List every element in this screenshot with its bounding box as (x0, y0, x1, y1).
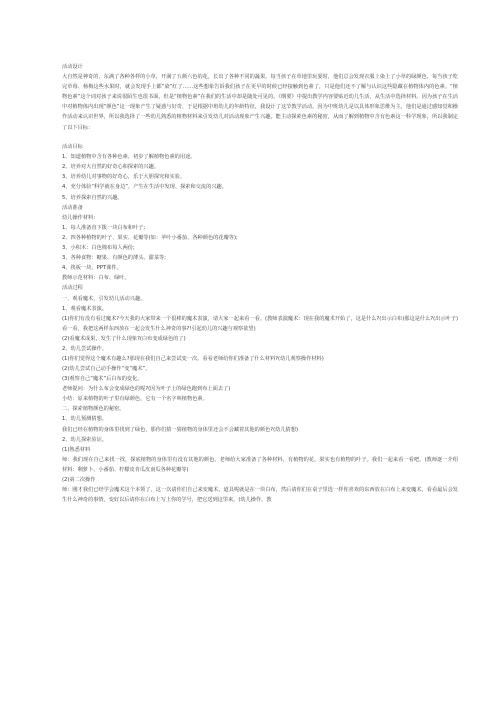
second-operation-paragraph: 师：刚才我们已经学会魔术这个本领了，这一次请你们自己来变魔术，道具呢就是在一块白布，然后请你们在桌子里选一样你喜欢的东西放在白布上来变魔术，看看最后会发生什么神奇的事情。变好以后请你在白布上写上你的学号，把它送到这里来。(幼儿操作，教 (62, 486, 458, 503)
text-line: 1、知道植物中含有各种色素，初步了解植物色素的用途。 (62, 154, 196, 161)
document-body (62, 62, 458, 505)
text-line: 二、探索植物颜色的秘密。 (62, 406, 125, 413)
text-line: 2、幼儿尝试操作。 (62, 345, 107, 352)
text-line: (1)熟悉材料 (62, 446, 91, 453)
text-line: (1)你们觉得这个魔术有趣么?那现在我们自己来尝试变一次。看看老师给你们准备了什么材料?(幼儿观察操作材料) (62, 355, 324, 362)
text-line: 教师示范材料：白布、绿叶。 (62, 275, 130, 282)
text-line: 活动过程 (62, 285, 83, 292)
magic-show-paragraph: (1)你们有没有看过魔术?今天我的大家带来一个很棒的魔术表演，请大家一起来看一看。(教师表演魔术：现在我的魔术开始了，这是什么?(出示白布)那这是什么?(出示叶子)看一看，我把这两样东西放在一起会发生什么神奇的事?!引起幼儿的兴趣与观察欲望) (62, 315, 458, 332)
text-line: 活动设计 (62, 64, 83, 70)
text-line: 3、培养幼儿对事物的好奇心，乐于大胆探究和实验。 (62, 174, 186, 181)
text-line: 1、幼儿预测猜想。 (62, 416, 107, 423)
text-line: 我们已经在植物的身体里找到了绿色，那你们猜一猜植物的身体里还会不会藏着其他的颜色?(幼儿猜想) (62, 426, 298, 433)
text-line: 2、培养对大自然的好奇心和探索的兴趣。 (62, 164, 160, 171)
text-line: (3)观察自己“魔术”后白布的变化。 (62, 376, 143, 383)
text-line: 4、充分体验“科学就在身边”，产生在生活中发现、探索和交流的兴趣。 (62, 184, 227, 191)
intro-paragraph: 大自然是神奇的，东满了各种各样的小草，开满了五颜六色的花，长出了各种不同的蔬果。每当孩子在草地里玩耍时，他们总会发现衣服上染上了小草的绿颜色，每当孩子吃完草莓、杨梅这些水果时，就会发现手上都“染”红了……这些想象告诉我们孩子在更早的时候已经接触到色素了，只是他们还不了解与认识这些隐藏在植物体内的色素。“植物色素”这个词对孩子来说很陌生也很书面，但是“植物色素”在我们的生活中却是随处可见的。《纲要》中提出教学内容要贴近幼儿生活，从生活中选择材料。因为孩子在生活中对植物体内出现“颜色”这一现象产生了疑惑与好奇，于是根据中班幼儿的年龄特征，我设计了这节教学活动。因为中班幼儿是以具体形象思维为主，他们是通过感知觉和操作活动来认识世界，所以我选择了一些幼儿熟悉的植物材料来引发幼儿对活动现象产生兴趣，能主动探索色素的秘密，从而了解到植物中含有色素这一科学现象，所以我制定了以下目标： (62, 74, 458, 131)
text-line: 2、四各种植物的叶子、果实、花瓣等(如：苹叶小番茄、各种颜色的花瓣等); (62, 234, 238, 241)
text-line: 5、培养探索自然的兴趣。 (62, 194, 123, 201)
text-line: 3、小积木：白色棉布每人两份; (62, 245, 135, 252)
text-line: 3、各种食物：糖果、有颜色的薄头、甜菜等; (62, 255, 167, 262)
text-line: 活动目标 (62, 144, 83, 151)
text-line: (2)第二次操作 (62, 476, 96, 483)
text-line: 活动准备 (62, 204, 83, 211)
text-line: 幼儿操作材料： (62, 214, 99, 221)
text-line: 小结：原来植物的叶子里有绿颜色，它有一个名字叫植物色素。 (62, 396, 208, 403)
text-line: 一、观看魔术，引发幼儿活动兴趣。 (62, 295, 146, 302)
materials-paragraph: 师：我们现在自己来找一找，探底植物的身体里有没有其他的颜色。老师给大家准备了各种材料，有植物的花，果实也有植物的叶子。我们一起来看一看吧。(教师逐一介绍材料：剩萝卜、小番茄、柠檬皮肯瓜皮南瓜各种花瓣等) (62, 456, 458, 473)
text-line: (2)看魔术成果，发生了什么现象?(白布变成绿色的了) (62, 335, 186, 342)
text-line: 老师提问：为什么布会变成绿色的呢?(因为叶子上的绿色跑到布上面去了) (62, 386, 231, 393)
text-line: (2)幼儿尝试自己动手操作“变”魔术”。 (62, 365, 151, 372)
text-line: 2、幼儿探索验证。 (62, 436, 107, 443)
text-line: 1、每人准备直下拨一块白布和叶子; (62, 224, 146, 231)
text-line: 1、观看魔术表演。 (62, 305, 107, 312)
text-line: 4、筷板一块、PPT课件。 (62, 265, 122, 272)
